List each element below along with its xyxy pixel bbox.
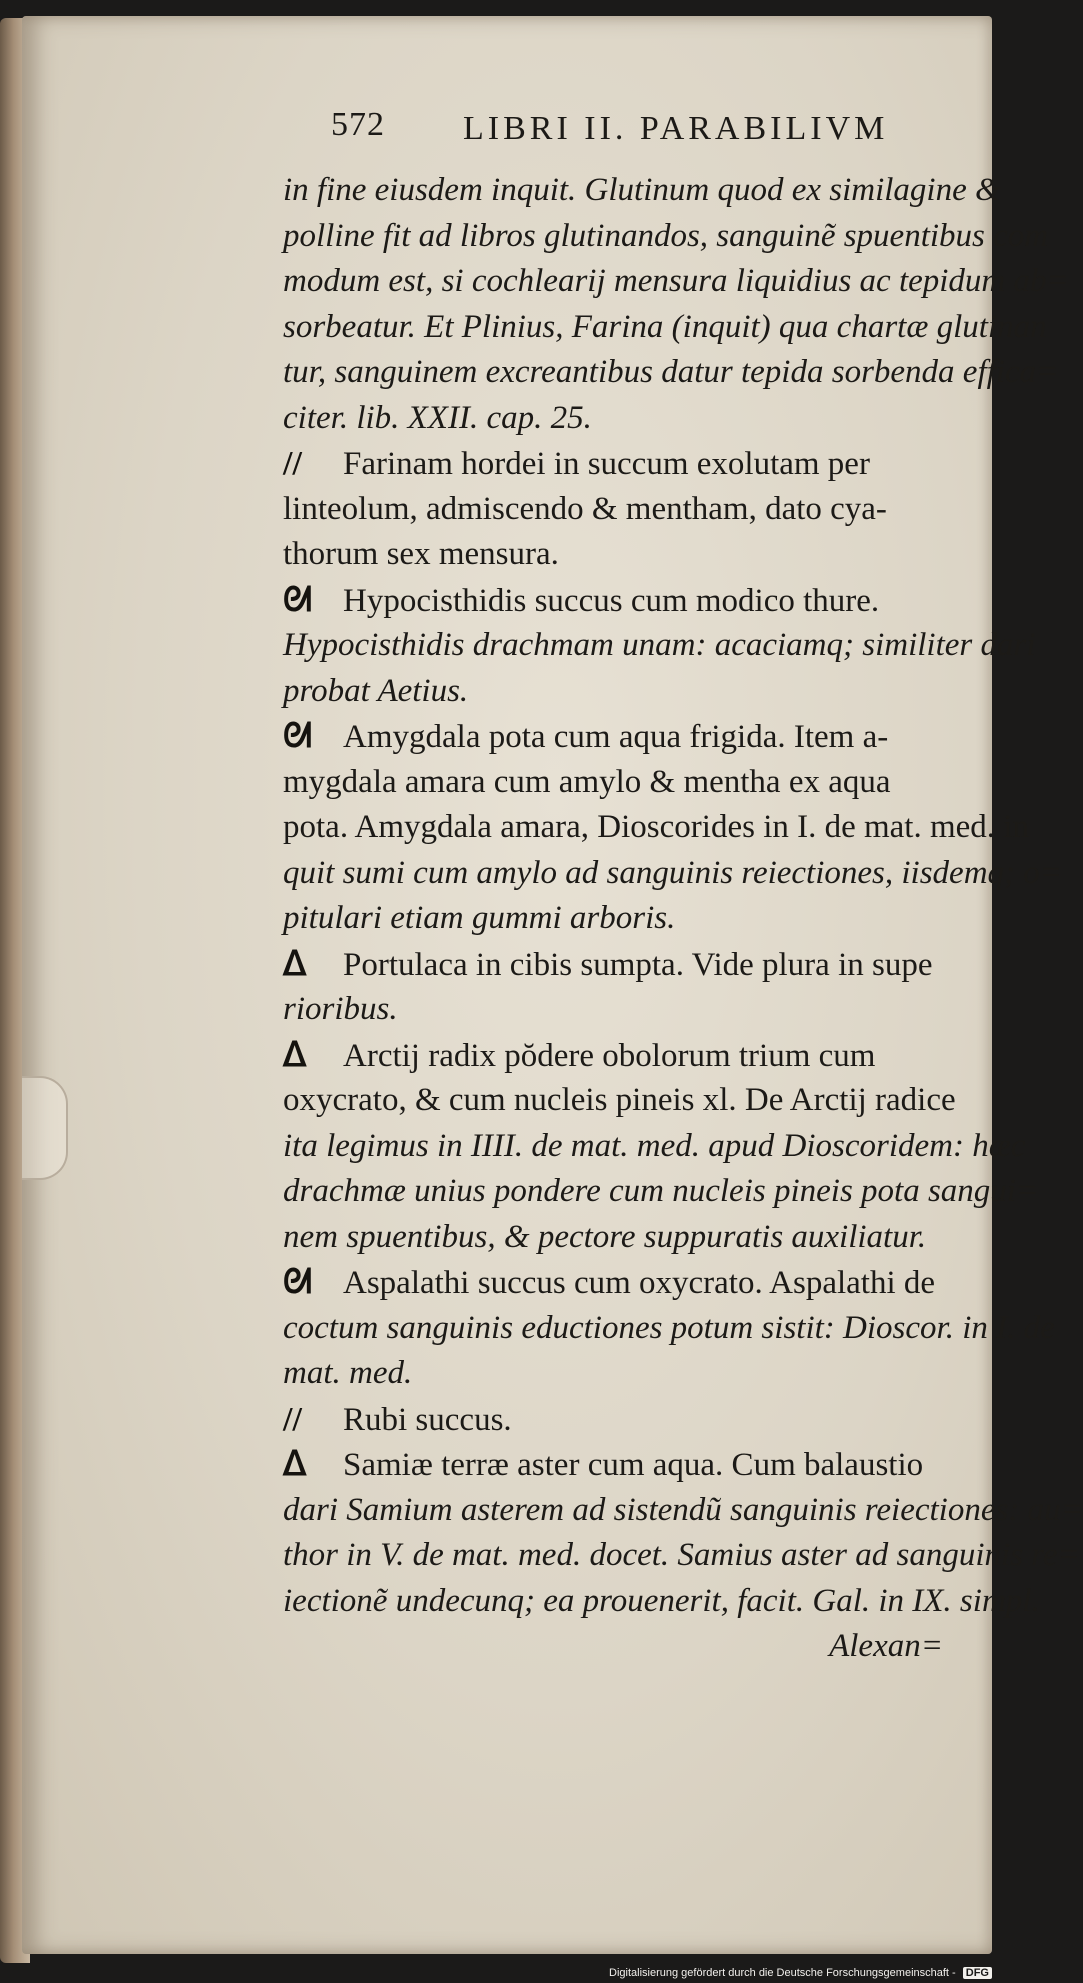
text-line-3: modum est, si cochlearij mensura liquidius ac tepidum ab=	[283, 263, 1069, 299]
text-line-31: thor in V. de mat. med. docet. Samius aster ad sanguinis re=	[283, 1537, 1080, 1573]
page-text	[283, 106, 1083, 1670]
text-line-27: mat. med.	[283, 1355, 413, 1391]
remedy-text: Rubi succus.	[343, 1401, 512, 1438]
running-header	[283, 106, 973, 168]
remedy-text: Amygdala pota cum aqua frigida. Item a-	[343, 719, 889, 755]
text-line-14: mygdala amara cum amylo & mentha ex aqua	[283, 763, 891, 800]
text-line-23: drachmæ unius pondere cum nucleis pineis pota sangui=	[283, 1173, 1039, 1209]
remedy-text: Samiæ terræ aster cum aqua. Cum balaustio	[343, 1447, 924, 1483]
page-number: 572	[331, 106, 385, 143]
text-line-22: ita legimus in IIII. de mat. med. apud Dioscoridem: hæc	[283, 1127, 1026, 1164]
text-line-21: oxycrato, & cum nucleis pineis xl. De Arctij radice	[283, 1082, 956, 1118]
remedy-line-6	[283, 1260, 973, 1306]
text-line-26: coctum sanguinis eductiones potum sistit: Dioscor. in I. de	[283, 1309, 1055, 1346]
catchword: Alexan=	[829, 1628, 943, 1664]
remedy-symbol-icon: ᐃ	[283, 1036, 307, 1074]
text-line-6: citer. lib. XXII. cap. 25.	[283, 399, 592, 436]
text-line-30: dari Samium asterem ad sistendũ sanguinis reiectiones: au=	[283, 1491, 1083, 1528]
text-line-24: nem spuentibus, & pectore suppuratis auxiliatur.	[283, 1218, 927, 1255]
text-line-5: tur, sanguinem excreantibus datur tepida sorbenda effica=	[283, 354, 1059, 390]
credit-text: Digitalisierung gefördert durch die Deutsche Forschungsgemeinschaft -	[609, 1967, 956, 1979]
remedy-line-3	[283, 714, 973, 760]
text-line-11: Hypocisthidis drachmam unam: acaciamq; similiter dari	[283, 627, 1036, 663]
remedy-symbol-icon: ᐃ	[283, 945, 307, 983]
text-line-1: in fine eiusdem inquit. Glutinum quod ex similagine &	[283, 172, 1001, 208]
digitization-credit	[609, 1967, 992, 1979]
text-line-32: iectionẽ undecunq; ea prouenerit, facit. Gal. in IX. simpl.	[283, 1582, 1040, 1619]
text-line-16: quit sumi cum amylo ad sanguinis reiectiones, iisdemq; o=	[283, 854, 1063, 891]
text-line-17: pitulari etiam gummi arboris.	[283, 900, 676, 936]
running-title: LIBRI II. PARABILIVM	[463, 110, 889, 147]
text-line-9: thorum sex mensura.	[283, 536, 559, 572]
remedy-symbol-icon: ᘛ	[283, 718, 312, 755]
remedy-symbol-icon: ᘛ	[283, 1264, 312, 1301]
remedy-line-5	[283, 1033, 973, 1079]
text-line-19: rioribus.	[283, 991, 398, 1027]
remedy-text: Arctij radix pŏdere obolorum trium cum	[343, 1037, 876, 1074]
remedy-line-4	[283, 942, 973, 988]
text-line-2: polline fit ad libros glutinandos, sanguinẽ spuentibus com	[283, 217, 1049, 254]
remedy-text: Portulaca in cibis sumpta. Vide plura in supe	[343, 946, 933, 983]
remedy-symbol-icon: //	[283, 445, 302, 482]
text-line-8: linteolum, admiscendo & mentham, dato cya-	[283, 490, 887, 527]
remedy-text: Aspalathi succus cum oxycrato. Aspalathi de	[343, 1265, 936, 1301]
text-line-15: pota. Amygdala amara, Dioscorides in I. de mat. med. in	[283, 809, 1029, 845]
remedy-line-2	[283, 578, 973, 624]
remedy-text: Hypocisthidis succus cum modico thure.	[343, 582, 880, 619]
remedy-symbol-icon: ᘛ	[283, 581, 312, 619]
page-tab-marker	[22, 1076, 68, 1180]
dfg-logo: DFG	[963, 1967, 992, 1979]
remedy-text: Farinam hordei in succum exolutam per	[343, 446, 870, 482]
remedy-symbol-icon: //	[283, 1400, 302, 1438]
remedy-line-1	[283, 441, 973, 487]
text-line-12: probat Aetius.	[283, 672, 469, 709]
remedy-line-8	[283, 1442, 973, 1488]
remedy-symbol-icon: ᐃ	[283, 1446, 307, 1483]
remedy-line-7	[283, 1397, 973, 1443]
text-line-4: sorbeatur. Et Plinius, Farina (inquit) qua chartæ glutinan	[283, 308, 1047, 345]
